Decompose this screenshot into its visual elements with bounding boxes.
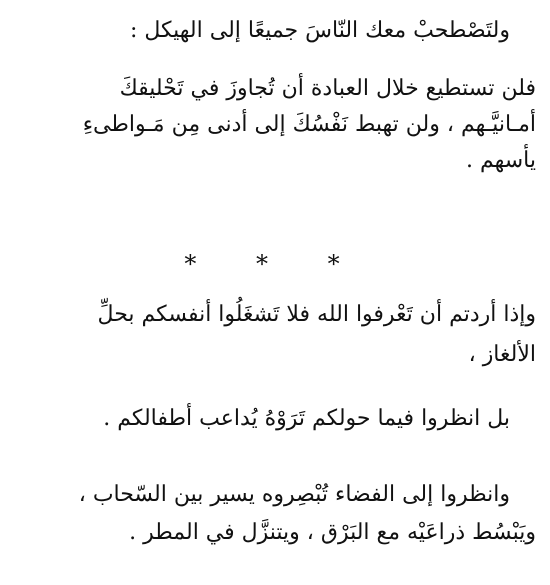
text-line-8: وانظروا إلى الفضاء تُبْصِروه يسير بين السّحاب ، [78, 482, 510, 507]
text-line-7: بل انظروا فيما حولكم تَرَوْهُ يُداعب أطفالكم . [103, 406, 510, 431]
text-line-5: وإذا أردتم أن تَعْرفوا الله فلا تَشغَلُوا أنفسكم بحلِّ [97, 302, 536, 327]
text-line-6: الألغاز ، [468, 342, 536, 367]
text-line-1: ولتَصْطحبْ معك النّاسَ جميعًا إلى الهيكل : [129, 18, 510, 43]
text-line-4: يأسهم . [465, 148, 536, 173]
text-line-9: ويَبْسُط ذراعَيْه مع البَرْق ، ويتنزَّل في المطر . [129, 520, 536, 545]
text-line-3: أمـانيَّـهم ، ولن تهبط نَفْسُكَ إلى أدنى مِن مَـواطىءِ [82, 112, 536, 137]
section-separator: * * * [184, 250, 366, 278]
text-line-2: فلن تستطيع خلال العبادة أن تُجاوزَ في تَحْليقكَ [119, 76, 536, 101]
